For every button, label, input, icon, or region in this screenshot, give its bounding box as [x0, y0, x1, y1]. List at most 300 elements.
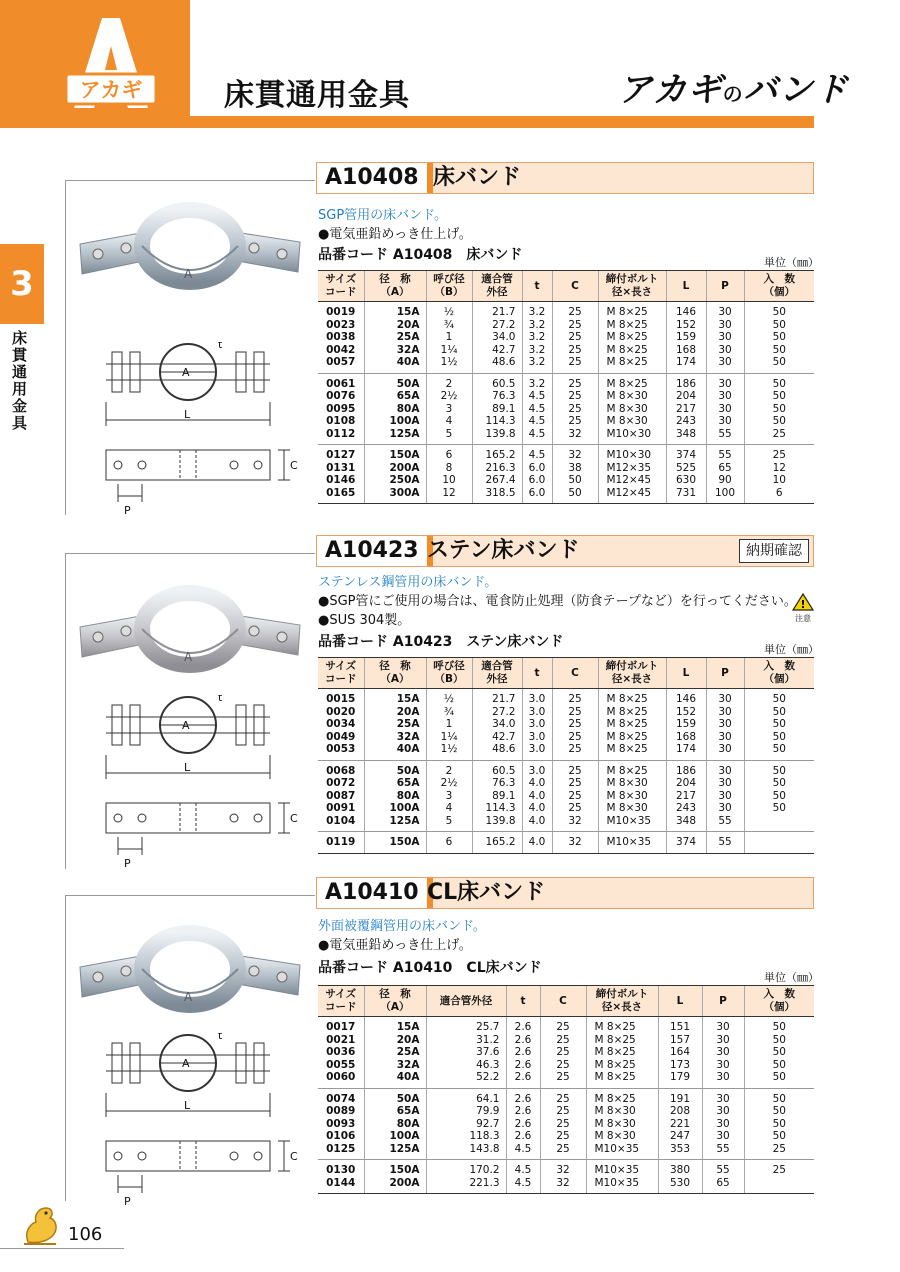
table-cell: M10×30	[598, 445, 666, 462]
table-cell: 380	[658, 1160, 702, 1177]
table-cell: M 8×25	[598, 356, 666, 373]
product-name: CL床バンド	[427, 880, 546, 905]
table-cell: 80A	[364, 790, 426, 803]
table-row	[318, 1034, 814, 1047]
table-cell: 30	[706, 319, 744, 332]
table-cell: 50	[744, 802, 814, 815]
table-cell: 30	[706, 731, 744, 744]
table-cell: 186	[666, 373, 706, 390]
table-cell: 25	[552, 302, 598, 319]
table-row	[318, 428, 814, 445]
table-cell: 50	[744, 415, 814, 428]
table-cell: 3	[426, 790, 472, 803]
table-cell: 76.3	[472, 777, 522, 790]
table-cell: 2.6	[506, 1088, 540, 1105]
table-row	[318, 403, 814, 416]
svg-text:A: A	[182, 366, 190, 379]
table-cell: 179	[658, 1071, 702, 1088]
table-cell: 0125	[318, 1143, 364, 1160]
table-cell: 25	[744, 445, 814, 462]
table-row	[318, 1071, 814, 1088]
table-cell: 348	[666, 428, 706, 445]
table-cell: 1	[426, 331, 472, 344]
table-cell: 65	[706, 462, 744, 475]
table-cell: 4.5	[506, 1160, 540, 1177]
table-cell: 30	[702, 1105, 744, 1118]
table-cell: 21.7	[472, 689, 522, 706]
table-cell: 165.2	[472, 832, 522, 854]
column-header: サイズ コード	[318, 271, 364, 302]
table-cell: ¾	[426, 706, 472, 719]
table-cell: 50	[744, 356, 814, 373]
table-cell: 100A	[364, 415, 426, 428]
table-row	[318, 1160, 814, 1177]
table-cell: 50	[552, 474, 598, 487]
table-cell: M 8×30	[598, 403, 666, 416]
table-cell: 65	[702, 1177, 744, 1194]
svg-text:L: L	[184, 761, 191, 774]
table-cell: 0108	[326, 415, 356, 427]
table-cell: 25	[540, 1059, 586, 1072]
table-cell: 168	[666, 731, 706, 744]
table-cell: 25	[552, 373, 598, 390]
table-cell	[744, 1177, 814, 1194]
table-cell: 25	[552, 743, 598, 760]
table-cell: 217	[666, 403, 706, 416]
table-cell: 243	[666, 415, 706, 428]
part-code-line: 品番コード A10408 床バンド	[318, 247, 523, 263]
table-cell: M 8×30	[586, 1105, 658, 1118]
table-cell: 0072	[326, 777, 356, 789]
table-row	[318, 1105, 814, 1118]
table-cell: 30	[706, 415, 744, 428]
table-cell: 30	[706, 790, 744, 803]
table-cell: 204	[666, 777, 706, 790]
table-cell: 530	[658, 1177, 702, 1194]
table-cell: 50	[744, 689, 814, 706]
table-cell: 50	[744, 302, 814, 319]
table-cell: M 8×25	[598, 319, 666, 332]
table-row	[318, 462, 814, 475]
table-cell: 80A	[364, 403, 426, 416]
table-cell: 217	[666, 790, 706, 803]
table-cell: 25	[744, 1160, 814, 1177]
table-cell: 243	[666, 802, 706, 815]
description-bullet: ●電気亜鉛めっき仕上げ。	[318, 938, 472, 953]
table-row	[318, 1143, 814, 1160]
spec-table	[318, 657, 814, 854]
table-cell: 25	[744, 428, 814, 445]
column-header: C	[552, 658, 598, 689]
svg-text:A: A	[182, 1057, 190, 1070]
table-cell: 2.6	[506, 1071, 540, 1088]
table-cell: 21.7	[472, 302, 522, 319]
table-cell: 200A	[364, 1177, 426, 1194]
table-row	[318, 1130, 814, 1143]
table-cell: 143.8	[426, 1143, 506, 1160]
table-cell: M 8×25	[598, 373, 666, 390]
table-cell: 186	[666, 760, 706, 777]
product-description	[318, 917, 486, 955]
table-cell: 0089	[326, 1105, 356, 1117]
product-code: A10423	[317, 536, 433, 566]
section-heading	[316, 877, 814, 909]
table-cell: 30	[702, 1017, 744, 1034]
table-cell: 55	[706, 815, 744, 832]
table-cell: M 8×30	[598, 790, 666, 803]
table-cell: 89.1	[472, 403, 522, 416]
table-cell: 30	[706, 689, 744, 706]
table-cell: 40A	[364, 743, 426, 760]
product-description	[318, 206, 472, 244]
table-cell: 0057	[318, 356, 364, 373]
table-cell: M 8×25	[598, 706, 666, 719]
table-cell: 50	[744, 760, 814, 777]
table-cell: 50	[744, 1105, 814, 1118]
svg-text:C: C	[290, 459, 298, 472]
table-cell: 50	[744, 1088, 814, 1105]
table-row	[318, 487, 814, 504]
table-cell: 3.2	[522, 302, 552, 319]
table-cell: 48.6	[472, 743, 522, 760]
table-row	[318, 331, 814, 344]
table-cell: 90	[706, 474, 744, 487]
section-frame-left	[65, 895, 66, 1201]
table-cell: 25	[552, 689, 598, 706]
table-cell: 50	[744, 373, 814, 390]
column-header: 締付ボルト 径×長さ	[598, 658, 666, 689]
table-cell: 2.6	[506, 1118, 540, 1131]
table-cell: M 8×30	[586, 1130, 658, 1143]
table-cell: M 8×30	[598, 777, 666, 790]
table-cell: 159	[666, 331, 706, 344]
table-cell: 55	[702, 1160, 744, 1177]
table-cell: 150A	[364, 445, 426, 462]
table-cell: M 8×25	[598, 718, 666, 731]
table-cell: 25	[552, 706, 598, 719]
table-cell: 15A	[364, 689, 426, 706]
chapter-tab[interactable]: 3	[0, 244, 44, 324]
table-cell: 0106	[326, 1130, 356, 1142]
svg-text:P: P	[124, 857, 131, 870]
table-cell: 348	[666, 815, 706, 832]
product-photo	[76, 925, 306, 1015]
spec-table	[318, 985, 814, 1194]
table-cell: 200A	[364, 462, 426, 475]
svg-text:L: L	[184, 1099, 191, 1112]
table-cell: 10	[744, 474, 814, 487]
table-cell: 30	[706, 706, 744, 719]
table-cell: 0146	[326, 474, 356, 486]
product-description	[318, 573, 797, 630]
table-cell: 0130	[326, 1164, 356, 1176]
table-cell: 250A	[364, 474, 426, 487]
table-cell: 0038	[326, 331, 356, 343]
brand-wordmark	[618, 62, 849, 111]
table-cell: 0020	[326, 705, 356, 718]
table-row	[318, 390, 814, 403]
table-cell: 25	[540, 1143, 586, 1160]
table-row	[318, 1046, 814, 1059]
table-cell: 191	[658, 1088, 702, 1105]
table-cell: 12	[426, 487, 472, 504]
table-cell: 0049	[326, 730, 356, 743]
table-cell: 32	[540, 1160, 586, 1177]
table-cell: 50	[744, 743, 814, 760]
table-cell: 6.0	[522, 462, 552, 475]
table-cell: 25	[552, 331, 598, 344]
part-code-line: 品番コード A10410 CL床バンド	[318, 960, 542, 976]
table-cell: M12×45	[598, 474, 666, 487]
table-cell: 0015	[326, 693, 356, 705]
table-cell: 5	[426, 815, 472, 832]
table-cell: 2½	[426, 390, 472, 403]
table-cell: 25	[552, 718, 598, 731]
table-cell: 52.2	[426, 1071, 506, 1088]
section-frame-left	[65, 180, 66, 515]
table-cell: 300A	[364, 487, 426, 504]
column-header: 締付ボルト 径×長さ	[598, 271, 666, 302]
table-cell: M 8×25	[598, 731, 666, 744]
table-cell: 6	[426, 445, 472, 462]
table-row	[318, 777, 814, 790]
table-cell: 3.2	[522, 344, 552, 357]
table-cell: 2½	[426, 777, 472, 790]
table-cell: 65A	[364, 1105, 426, 1118]
table-cell: 50	[744, 777, 814, 790]
table-cell: 170.2	[426, 1160, 506, 1177]
column-header: t	[522, 658, 552, 689]
table-cell: 15A	[364, 1017, 426, 1034]
table-cell: 50	[744, 731, 814, 744]
table-cell: 151	[658, 1017, 702, 1034]
unit-label: 単位（㎜）	[764, 256, 819, 269]
table-cell: 174	[666, 743, 706, 760]
table-cell: 3.0	[522, 689, 552, 706]
table-cell: 221	[658, 1118, 702, 1131]
table-cell: 32	[552, 815, 598, 832]
table-row	[318, 1177, 814, 1194]
page-title: 床貫通用金具	[224, 78, 410, 113]
table-cell: M10×30	[598, 428, 666, 445]
table-cell: 152	[666, 319, 706, 332]
section-heading	[316, 162, 814, 194]
table-cell: 4	[426, 415, 472, 428]
dimension-drawing	[100, 342, 305, 532]
column-header: サイズ コード	[318, 986, 364, 1017]
section-a10408	[0, 162, 900, 517]
table-cell: 89.1	[472, 790, 522, 803]
section-heading	[316, 535, 814, 567]
table-cell: 3.0	[522, 760, 552, 777]
table-cell: 118.3	[426, 1130, 506, 1143]
table-cell: 0131	[326, 461, 356, 474]
table-cell: 2.6	[506, 1059, 540, 1072]
table-cell: 2.6	[506, 1034, 540, 1047]
delivery-check-badge: 納期確認	[739, 539, 809, 563]
table-cell	[744, 815, 814, 832]
table-cell: 630	[666, 474, 706, 487]
table-cell: 30	[706, 390, 744, 403]
column-header: C	[552, 271, 598, 302]
table-cell: 125A	[364, 1143, 426, 1160]
table-cell: M 8×25	[586, 1071, 658, 1088]
table-cell: 6.0	[522, 487, 552, 504]
table-cell: 159	[666, 718, 706, 731]
table-cell: 267.4	[472, 474, 522, 487]
table-header-row	[318, 271, 814, 302]
description-lead: 外面被覆鋼管用の床バンド。	[318, 919, 486, 934]
table-cell: M 8×30	[598, 415, 666, 428]
table-cell: 4.5	[506, 1143, 540, 1160]
table-row	[318, 760, 814, 777]
section-a10410	[0, 877, 900, 1208]
table-cell: 27.2	[472, 319, 522, 332]
table-cell: 8	[426, 462, 472, 475]
table-cell: 0042	[326, 343, 356, 356]
table-row	[318, 1059, 814, 1072]
table-cell: 125A	[364, 428, 426, 445]
table-cell: 32A	[364, 731, 426, 744]
table-cell: ½	[426, 302, 472, 319]
table-cell: 50	[744, 1118, 814, 1131]
table-cell: 0119	[318, 832, 364, 854]
table-cell: M 8×25	[586, 1059, 658, 1072]
table-cell: ¾	[426, 319, 472, 332]
table-cell: 0095	[326, 402, 356, 415]
table-cell: 3.0	[522, 731, 552, 744]
header-orange-bar	[190, 116, 814, 128]
column-header: P	[706, 658, 744, 689]
warning-icon	[792, 593, 814, 611]
table-cell: 31.2	[426, 1034, 506, 1047]
section-a10423	[0, 535, 900, 870]
table-cell: M12×35	[598, 462, 666, 475]
table-header-row	[318, 658, 814, 689]
section-frame-left	[65, 553, 66, 869]
table-cell: 4.5	[522, 428, 552, 445]
table-cell: 3.2	[522, 331, 552, 344]
product-code: A10408	[317, 163, 433, 193]
table-cell: M 8×25	[598, 743, 666, 760]
table-cell: 114.3	[472, 802, 522, 815]
table-cell: 37.6	[426, 1046, 506, 1059]
column-header: L	[666, 271, 706, 302]
table-cell: 4.0	[522, 790, 552, 803]
table-cell: M 8×25	[598, 689, 666, 706]
table-cell: 173	[658, 1059, 702, 1072]
table-cell: 4.5	[522, 445, 552, 462]
svg-text:P: P	[124, 1195, 131, 1208]
table-cell: 46.3	[426, 1059, 506, 1072]
table-cell: 139.8	[472, 428, 522, 445]
table-cell: 3.2	[522, 373, 552, 390]
table-cell: 30	[706, 802, 744, 815]
dimension-drawing	[100, 1033, 305, 1223]
table-cell: 30	[706, 356, 744, 373]
mascot-icon	[20, 1202, 60, 1246]
footer-divider	[0, 1248, 124, 1249]
table-cell: 0068	[326, 764, 356, 777]
table-cell: 318.5	[472, 487, 522, 504]
table-cell: 0036	[326, 1046, 356, 1058]
table-cell: 150A	[364, 832, 426, 854]
part-code-line: 品番コード A10423 ステン床バンド	[318, 634, 564, 650]
table-row	[318, 445, 814, 462]
table-cell: 50	[744, 706, 814, 719]
table-cell: 30	[702, 1088, 744, 1105]
table-cell: 32A	[364, 1059, 426, 1072]
table-cell: 50	[744, 790, 814, 803]
table-row	[318, 415, 814, 428]
table-row	[318, 1088, 814, 1105]
table-cell: 374	[666, 832, 706, 854]
table-cell: 4.5	[522, 415, 552, 428]
table-cell: 152	[666, 706, 706, 719]
table-cell: 204	[666, 390, 706, 403]
svg-text:A: A	[184, 267, 193, 281]
table-cell: 50	[744, 403, 814, 416]
table-row	[318, 802, 814, 815]
table-row	[318, 718, 814, 731]
table-cell: 164	[658, 1046, 702, 1059]
table-cell	[744, 832, 814, 854]
column-header: 入 数 （個）	[744, 271, 814, 302]
table-cell: 50	[744, 1034, 814, 1047]
table-cell: M 8×25	[598, 760, 666, 777]
table-cell: 2.6	[506, 1046, 540, 1059]
product-code: A10410	[317, 878, 433, 908]
table-cell: 50	[744, 1130, 814, 1143]
svg-text:C: C	[290, 1150, 298, 1163]
svg-text:A: A	[184, 990, 193, 1004]
svg-text:C: C	[290, 812, 298, 825]
table-cell: 25	[540, 1088, 586, 1105]
table-cell: 25	[540, 1046, 586, 1059]
table-cell: 55	[706, 428, 744, 445]
table-row	[318, 743, 814, 760]
table-cell: 25	[552, 344, 598, 357]
table-cell: 30	[702, 1130, 744, 1143]
table-cell: 150A	[364, 1160, 426, 1177]
table-cell: 6.0	[522, 474, 552, 487]
table-cell: 0104	[318, 815, 364, 832]
table-cell: 30	[702, 1034, 744, 1047]
table-cell: 65A	[364, 390, 426, 403]
table-cell: 30	[706, 777, 744, 790]
table-cell: 64.1	[426, 1088, 506, 1105]
table-cell: 1¼	[426, 731, 472, 744]
table-cell: 30	[702, 1059, 744, 1072]
table-cell: 216.3	[472, 462, 522, 475]
svg-text:t: t	[218, 695, 223, 704]
table-cell: 50	[744, 1046, 814, 1059]
table-cell: 374	[666, 445, 706, 462]
section-frame-top	[65, 553, 315, 554]
table-cell: 247	[658, 1130, 702, 1143]
caution-mark	[790, 593, 816, 624]
table-cell: 353	[658, 1143, 702, 1160]
table-cell: 165.2	[472, 445, 522, 462]
svg-text:t: t	[218, 342, 223, 351]
table-cell: 0034	[326, 718, 356, 730]
table-cell: 38	[552, 462, 598, 475]
table-cell: 4.5	[522, 403, 552, 416]
table-cell: 100	[706, 487, 744, 504]
table-cell: 146	[666, 302, 706, 319]
column-header: サイズ コード	[318, 658, 364, 689]
table-cell: 50	[744, 1017, 814, 1034]
